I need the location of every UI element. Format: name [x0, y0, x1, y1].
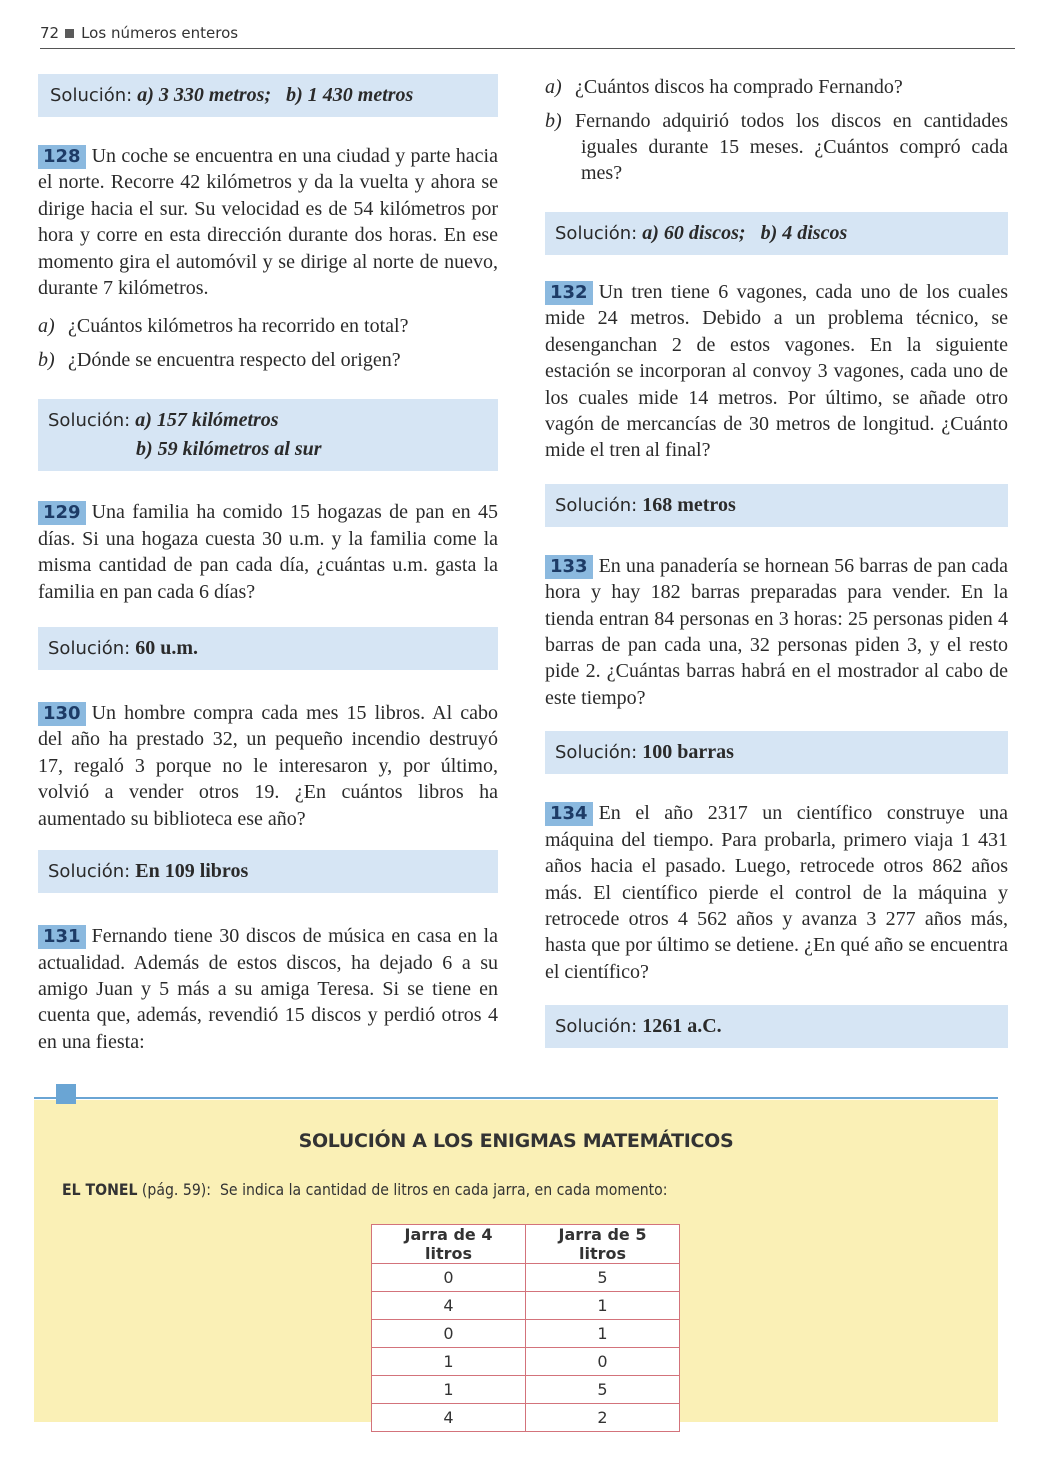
problem-131: 131 Fernando tiene 30 discos de música en casa en la actualidad. Además de estos discos, ha dejado 6 a su amigo Juan y 5 más a su amiga Teresa. Si se tiene en cuenta que, además, revendió 15 discos y perdió otros 4 en una fiesta:	[38, 925, 498, 1053]
page-number: 72	[40, 24, 60, 42]
enigma-solution-panel	[34, 1100, 998, 1427]
problem-128-a: a) ¿Cuántos kilómetros ha recorrido en total?	[38, 315, 409, 338]
solution-box-133: Solución: 100 barras	[545, 731, 1008, 774]
divider	[34, 1097, 998, 1099]
table-row: 1 0	[372, 1348, 680, 1376]
table-row: 1 5	[372, 1376, 680, 1404]
problem-128-b: b) ¿Dónde se encuentra respecto del origen?	[38, 349, 401, 372]
solution-box-129: Solución: 60 u.m.	[38, 627, 498, 670]
chapter-title: Los números enteros	[81, 24, 239, 42]
table-row: 0 1	[372, 1320, 680, 1348]
solution-box-130: Solución: En 109 libros	[38, 850, 498, 893]
solution-box-132: Solución: 168 metros	[545, 484, 1008, 527]
problem-129: 129 Una familia ha comido 15 hogazas de pan en 45 días. Si una hogaza cuesta 30 u.m. y la familia come la misma cantidad de pan cada día, ¿cuántas u.m. gasta la familia en pan cada 6 días?	[38, 501, 498, 603]
table-row: 4 2	[372, 1404, 680, 1432]
square-marker-icon	[56, 1084, 76, 1104]
problem-134: 134 En el año 2317 un científico construye una máquina del tiempo. Para probarla, primero viaja 1 431 años hacia el pasado. Luego, retrocede otros 862 años más. El científico pierde el control de la máquina y retrocede otros 4 562 años y avanza 3 277 años más, hasta que por último se detiene. ¿En qué año se encuentra el científico?	[545, 802, 1008, 983]
problem-133: 133 En una panadería se hornean 56 barras de pan cada hora y hay 182 barras preparadas para vender. En la tienda entran 84 personas en 3 horas: 25 personas piden 4 barras de pan cada una, 32 personas piden 3, y el resto pide 2. ¿Cuántas barras habrá en el mostrador al cabo de este tiempo?	[545, 554, 1008, 709]
table-row: 4 1	[372, 1292, 680, 1320]
problem-number: 128	[38, 145, 86, 169]
problem-number: 130	[38, 702, 86, 726]
problem-number: 129	[38, 501, 86, 525]
problem-130: 130 Un hombre compra cada mes 15 libros. Al cabo del año ha prestado 32, un pequeño incendio destruyó 17, regaló 3 porque no le interesaron y, por último, volvió a vender otros 19. ¿En cuántos libros ha aumentado su biblioteca ese año?	[38, 702, 498, 830]
square-bullet-icon	[65, 29, 74, 38]
problem-132: 132 Un tren tiene 6 vagones, cada uno de los cuales mide 24 metros. Debido a un problema técnico, se desenganchan 2 de estos vagones. En la siguiente estación se incorporan al convoy 3 vagones, cada uno de los cuales mide 14 metros. Por último, se añade otro vagón de mercancías de 30 metros de longitud. ¿Cuánto mide el tren al final?	[545, 281, 1008, 462]
solution-box-134: Solución: 1261 a.C.	[545, 1005, 1008, 1048]
solution-box-127: Solución: a) 3 330 metros; b) 1 430 metros	[38, 74, 498, 117]
table-header: Jarra de 4 litros	[372, 1225, 526, 1264]
solution-box-128: Solución: a) 157 kilómetros b) 59 kilómetros al sur	[38, 399, 498, 471]
problem-number: 131	[38, 925, 86, 949]
left-column	[38, 66, 498, 1055]
right-column	[545, 66, 1008, 1048]
table-row: 0 5	[372, 1264, 680, 1292]
enigma-intro: EL TONEL (pág. 59): Se indica la cantidad de litros en cada jarra, en cada momento:	[62, 1180, 668, 1199]
jugs-table	[371, 1224, 680, 1432]
table-header: Jarra de 5 litros	[526, 1225, 680, 1264]
problem-131-a: a) ¿Cuántos discos ha comprado Fernando?	[545, 76, 903, 98]
problem-128: 128 Un coche se encuentra en una ciudad y parte hacia el norte. Recorre 42 kilómetros y da la vuelta y ahora se dirige hacia el sur. Su velocidad es de 54 kilómetros por hora y corre en esta dirección durante dos horas. En ese momento gira el automóvil y se dirige al norte de nuevo, durante 7 kilómetros.	[38, 145, 498, 300]
problem-131-b: b) Fernando adquirió todos los discos en cantidades iguales durante 15 meses. ¿Cuántos compró cada mes?	[545, 110, 1008, 184]
problem-number: 133	[545, 555, 593, 579]
problem-number: 134	[545, 802, 593, 826]
problem-number: 132	[545, 281, 593, 305]
enigma-title: SOLUCIÓN A LOS ENIGMAS MATEMÁTICOS	[298, 1130, 734, 1152]
page-header	[40, 18, 1015, 49]
solution-box-131: Solución: a) 60 discos; b) 4 discos	[545, 212, 1008, 255]
